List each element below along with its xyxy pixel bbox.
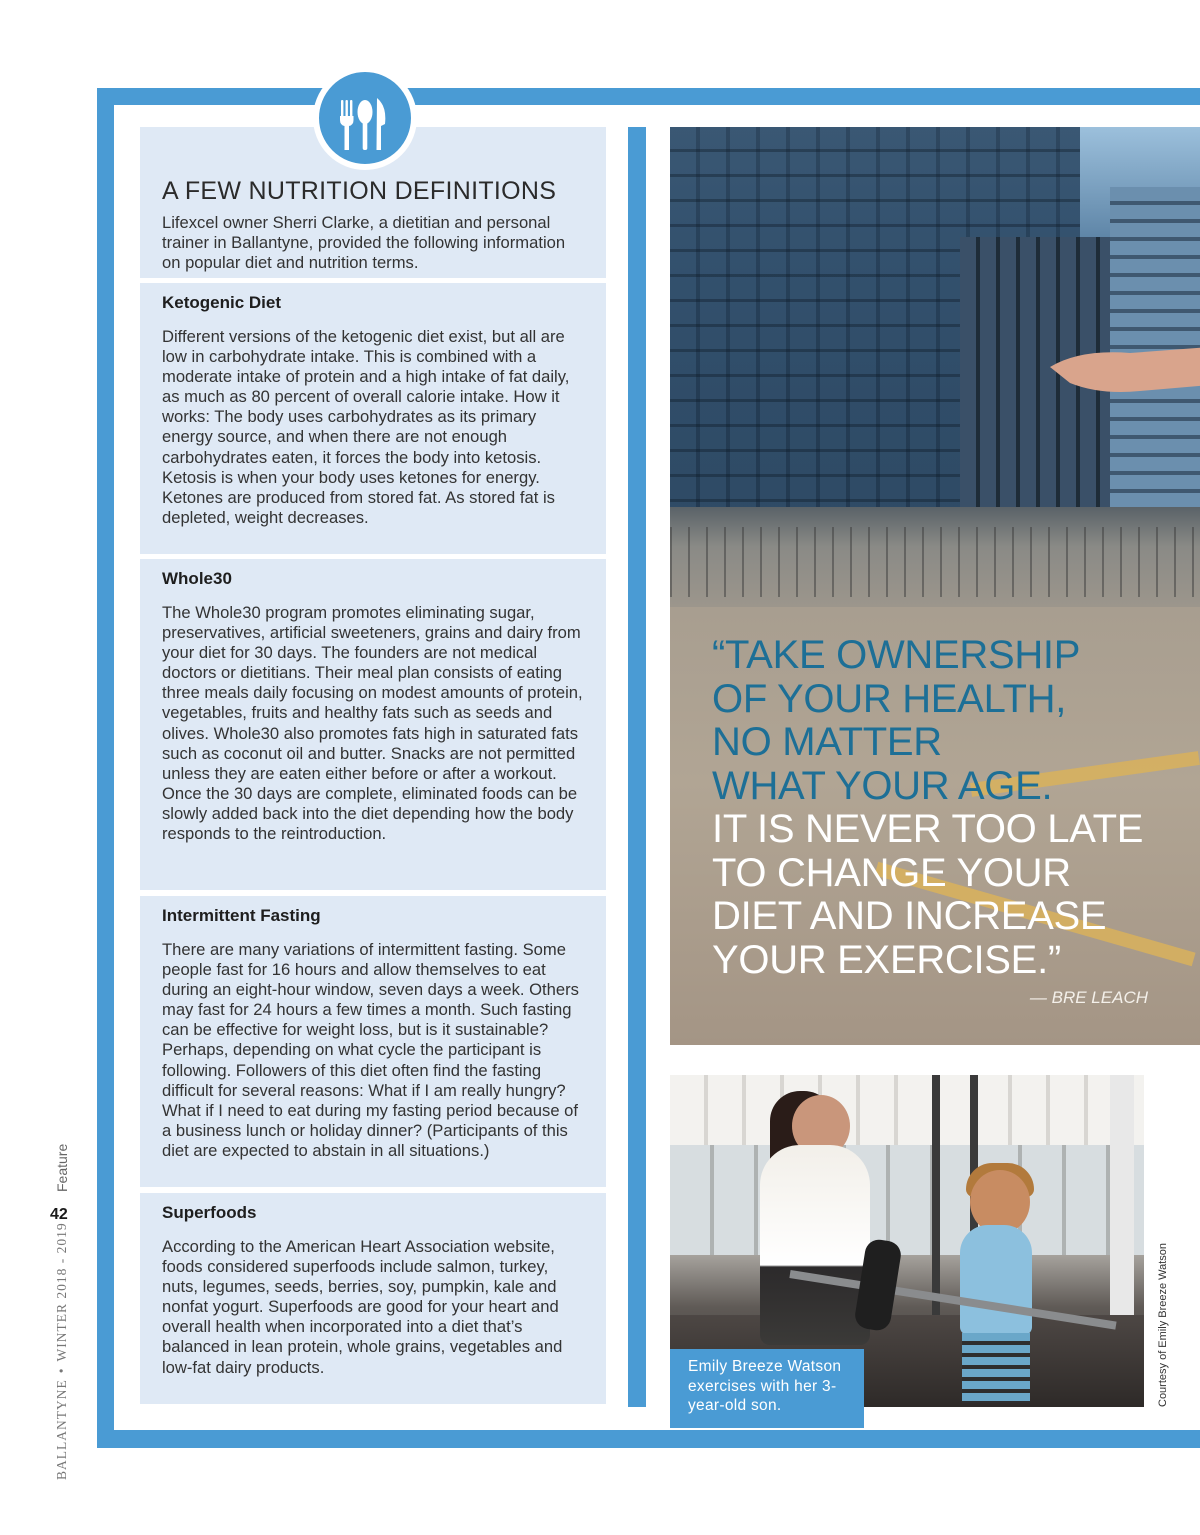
definition-term: Superfoods <box>162 1203 257 1222</box>
quote-line: TO CHANGE YOUR <box>712 850 1071 895</box>
frame-top-bar <box>97 88 1200 105</box>
definition-term: Whole30 <box>162 569 232 588</box>
definition-intermittent-fasting <box>140 896 606 1187</box>
column-divider-bar <box>628 127 646 1407</box>
section-label: Feature <box>54 1143 70 1192</box>
frame-left-bar <box>97 88 114 1448</box>
pull-quote <box>712 634 1162 982</box>
definition-term: Ketogenic Diet <box>162 293 282 312</box>
quote-line: “TAKE OWNERSHIP <box>712 633 1081 677</box>
quote-line: YOUR EXERCISE.” <box>712 937 1061 982</box>
hands-image <box>1050 347 1200 397</box>
quote-line: OF YOUR HEALTH, <box>712 676 1067 721</box>
photo-credit: Courtesy of Emily Breeze Watson <box>1157 1242 1169 1407</box>
issue-date: WINTER 2018 - 2019 <box>54 1222 69 1362</box>
quote-attribution: — BRE LEACH <box>1029 988 1148 1007</box>
quote-line: DIET AND INCREASE <box>712 894 1107 938</box>
magazine-name: BALLANTYNE <box>54 1379 69 1480</box>
sidebar-intro: Lifexcel owner Sherri Clarke, a dietitian and personal trainer in Ballantyne, provided the following information on popular diet and nutrition terms. <box>162 213 566 273</box>
definition-whole30 <box>140 559 606 890</box>
definition-text: The Whole30 program promotes eliminating sugar, preservatives, artificial sweeteners, grains and dairy from your diet for 30 days. The founders are not medical doctors or dietitians. Their meal plan consists of eating three meals daily focusing on modest amounts of protein, vegetables, fruits and healthy fats such as seeds and olives. Whole30 also promotes fats high in saturated fats such as coconut oil and butter. Snacks are not permitted unless they are eaten either before or after a workout. Once the 30 days are complete, eliminated foods can be slowly added back into the diet depending how the body responds to the reintroduction. <box>162 603 583 844</box>
definition-text: According to the American Heart Association website, foods considered superfoods include salmon, turkey, nuts, legumes, seeds, berries, soy, pumpkin, kale and nonfat yogurt. Superfoods are good for your heart and overall health when incorporated into a diet that’s balanced in lean protein, whole grains, vegetables and low-fat dairy products. <box>162 1237 563 1377</box>
quote-line: WHAT YOUR AGE. <box>712 763 1053 808</box>
frame-bottom-bar <box>97 1430 1200 1448</box>
definition-ketogenic <box>140 283 606 554</box>
quote-line: IT IS NEVER TOO LATE <box>712 807 1144 851</box>
page-number: 42 <box>50 1206 68 1223</box>
photo-caption: Emily Breeze Watson exercises with her 3-year-old son. <box>670 1349 864 1428</box>
folio-line: BALLANTYNE•WINTER 2018 - 2019 <box>54 1222 69 1480</box>
definition-text: Different versions of the ketogenic diet exist, but all are low in carbohydrate intake. This is combined with a moderate intake of protein and a high intake of fat daily, as much as 80 percent of overall calorie intake. How it works: The body uses carbohydrates as its primary energy source, and when there are not enough carbohydrates eaten, it forces the body into ketosis. Ketosis is when your body uses ketones for energy. Ketones are produced from stored fat. As stored fat is depleted, weight decreases. <box>162 327 570 527</box>
quote-line: NO MATTER <box>712 720 942 764</box>
definition-text: There are many variations of intermittent fasting. Some people fast for 16 hours and allow themselves to eat during an eight-hour window, seven days a week. Others may fast for 24 hours a few times a month. Such fasting can be effective for weight loss, but is it sustainable? Perhaps, depending on what cycle the participant is following. Followers of this diet often find the fasting difficult for several reasons: What if I am really hungry? What if I need to eat during my fasting period because of a business lunch or holiday dinner? (Participants of this diet are expected to abstain in all situations.) <box>162 940 579 1160</box>
utensils-badge <box>313 66 417 170</box>
sidebar-title: A FEW NUTRITION DEFINITIONS <box>162 177 557 205</box>
fork-spoon-knife-icon <box>319 72 411 164</box>
definition-superfoods <box>140 1193 606 1404</box>
definition-term: Intermittent Fasting <box>162 906 321 925</box>
